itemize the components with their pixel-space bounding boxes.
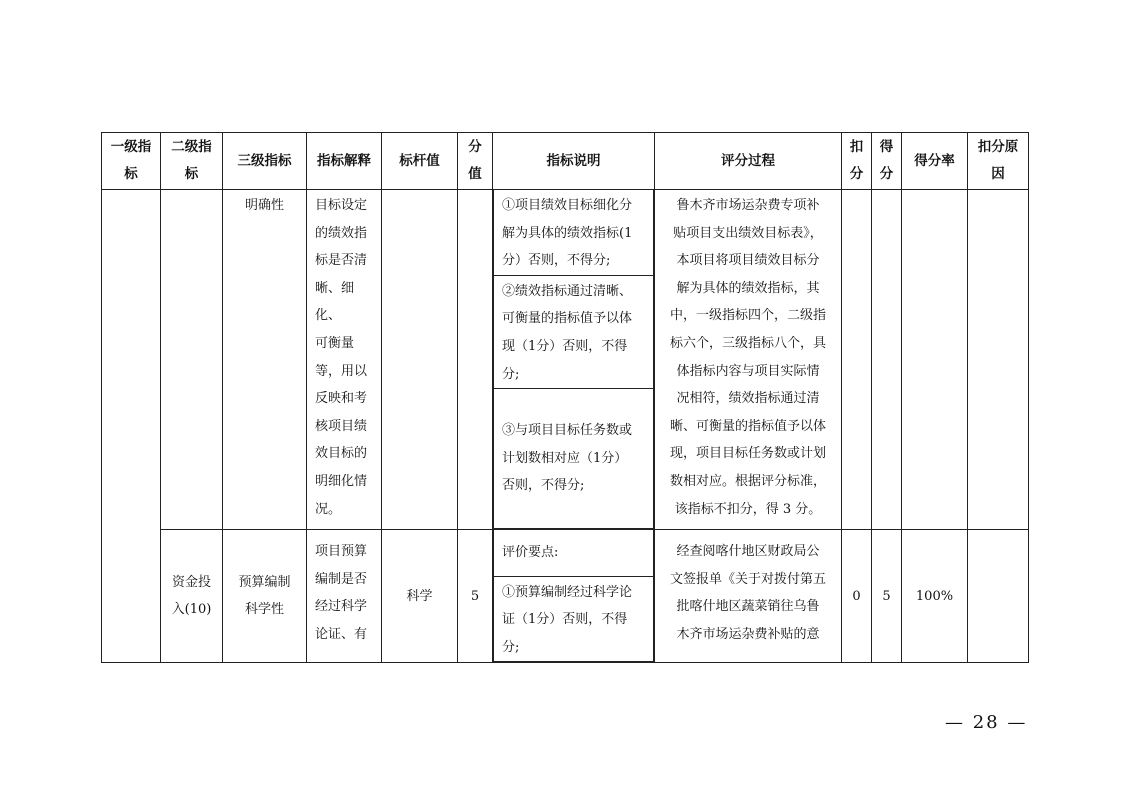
cell-reason bbox=[968, 190, 1029, 530]
cell-level2 bbox=[161, 190, 223, 530]
desc-item: ③与项目目标任务数或 计划数相对应（1分） 否则，不得分; bbox=[502, 423, 633, 494]
cell-reason bbox=[968, 530, 1029, 663]
header-level3: 三级指标 bbox=[223, 133, 307, 190]
cell-got: 5 bbox=[872, 530, 902, 663]
cell-benchmark bbox=[382, 190, 458, 530]
page-number: — 28 — bbox=[945, 712, 1028, 733]
header-process: 评分过程 bbox=[655, 133, 842, 190]
header-indicator-desc: 指标说明 bbox=[493, 133, 655, 190]
table-row bbox=[102, 530, 1029, 663]
desc-item: ①项目绩效目标细化分 解为具体的绩效指标(1 分）否则，不得分; bbox=[502, 198, 633, 269]
cell-score-value: 5 bbox=[458, 530, 493, 663]
cell-indicator-desc bbox=[493, 530, 655, 663]
cell-score-value bbox=[458, 190, 493, 530]
table-row bbox=[102, 190, 1029, 530]
cell-level3: 明确性 bbox=[223, 190, 307, 530]
cell-benchmark: 科学 bbox=[382, 530, 458, 663]
header-got: 得 分 bbox=[872, 133, 902, 190]
desc-item: ①预算编制经过科学论 证（1分）否则，不得 分; bbox=[502, 584, 633, 655]
cell-got bbox=[872, 190, 902, 530]
header-score-value: 分 值 bbox=[458, 133, 493, 190]
evaluation-table bbox=[101, 132, 1029, 663]
cell-explanation: 目标设定 的绩效指 标是否清 晰、细化、 可衡量 等，用以 反映和考 核项目绩 效目标的 明细化情 况。 bbox=[307, 190, 382, 530]
cell-level3: 预算编制 科学性 bbox=[223, 530, 307, 663]
indicator-desc-stack bbox=[493, 190, 654, 529]
header-reason: 扣分原 因 bbox=[968, 133, 1029, 190]
cell-explanation: 项目预算 编制是否 经过科学 论证、有 bbox=[307, 530, 382, 663]
cell-deduct bbox=[842, 190, 872, 530]
desc-item: 评价要点: bbox=[502, 545, 559, 561]
cell-process: 经查阅喀什地区财政局公 文签报单《关于对拨付第五 批喀什地区蔬菜销往乌鲁 木齐市场运杂费补贴的意 bbox=[655, 530, 842, 663]
cell-indicator-desc bbox=[493, 190, 655, 530]
desc-item: ②绩效指标通过清晰、 可衡量的指标值予以体 现（1分）否则，不得 分; bbox=[502, 283, 633, 382]
header-row bbox=[102, 133, 1029, 190]
cell-rate bbox=[902, 190, 968, 530]
cell-deduct: 0 bbox=[842, 530, 872, 663]
indicator-desc-stack bbox=[493, 530, 654, 662]
header-level1: 一级指 标 bbox=[102, 133, 161, 190]
cell-rate: 100% bbox=[902, 530, 968, 663]
cell-level2: 资金投 入(10) bbox=[161, 530, 223, 663]
header-rate: 得分率 bbox=[902, 133, 968, 190]
cell-level1 bbox=[102, 190, 161, 663]
header-level2: 二级指 标 bbox=[161, 133, 223, 190]
cell-process: 鲁木齐市场运杂费专项补 贴项目支出绩效目标表》， 本项目将项目绩效目标分 解为具体的绩效指标，其 中，一级指标四个，二级指 标六个，三级指标八个，具 体指标内容与项目实际情 况相符，绩效指标通过清 晰、可衡量的指标值予以体 现，项目目标任务数或计划 数相对应。根据评分标准， 该指标不扣分，得 3 分。 bbox=[655, 190, 842, 530]
header-benchmark: 标杆值 bbox=[382, 133, 458, 190]
header-deduct: 扣 分 bbox=[842, 133, 872, 190]
header-explanation: 指标解释 bbox=[307, 133, 382, 190]
